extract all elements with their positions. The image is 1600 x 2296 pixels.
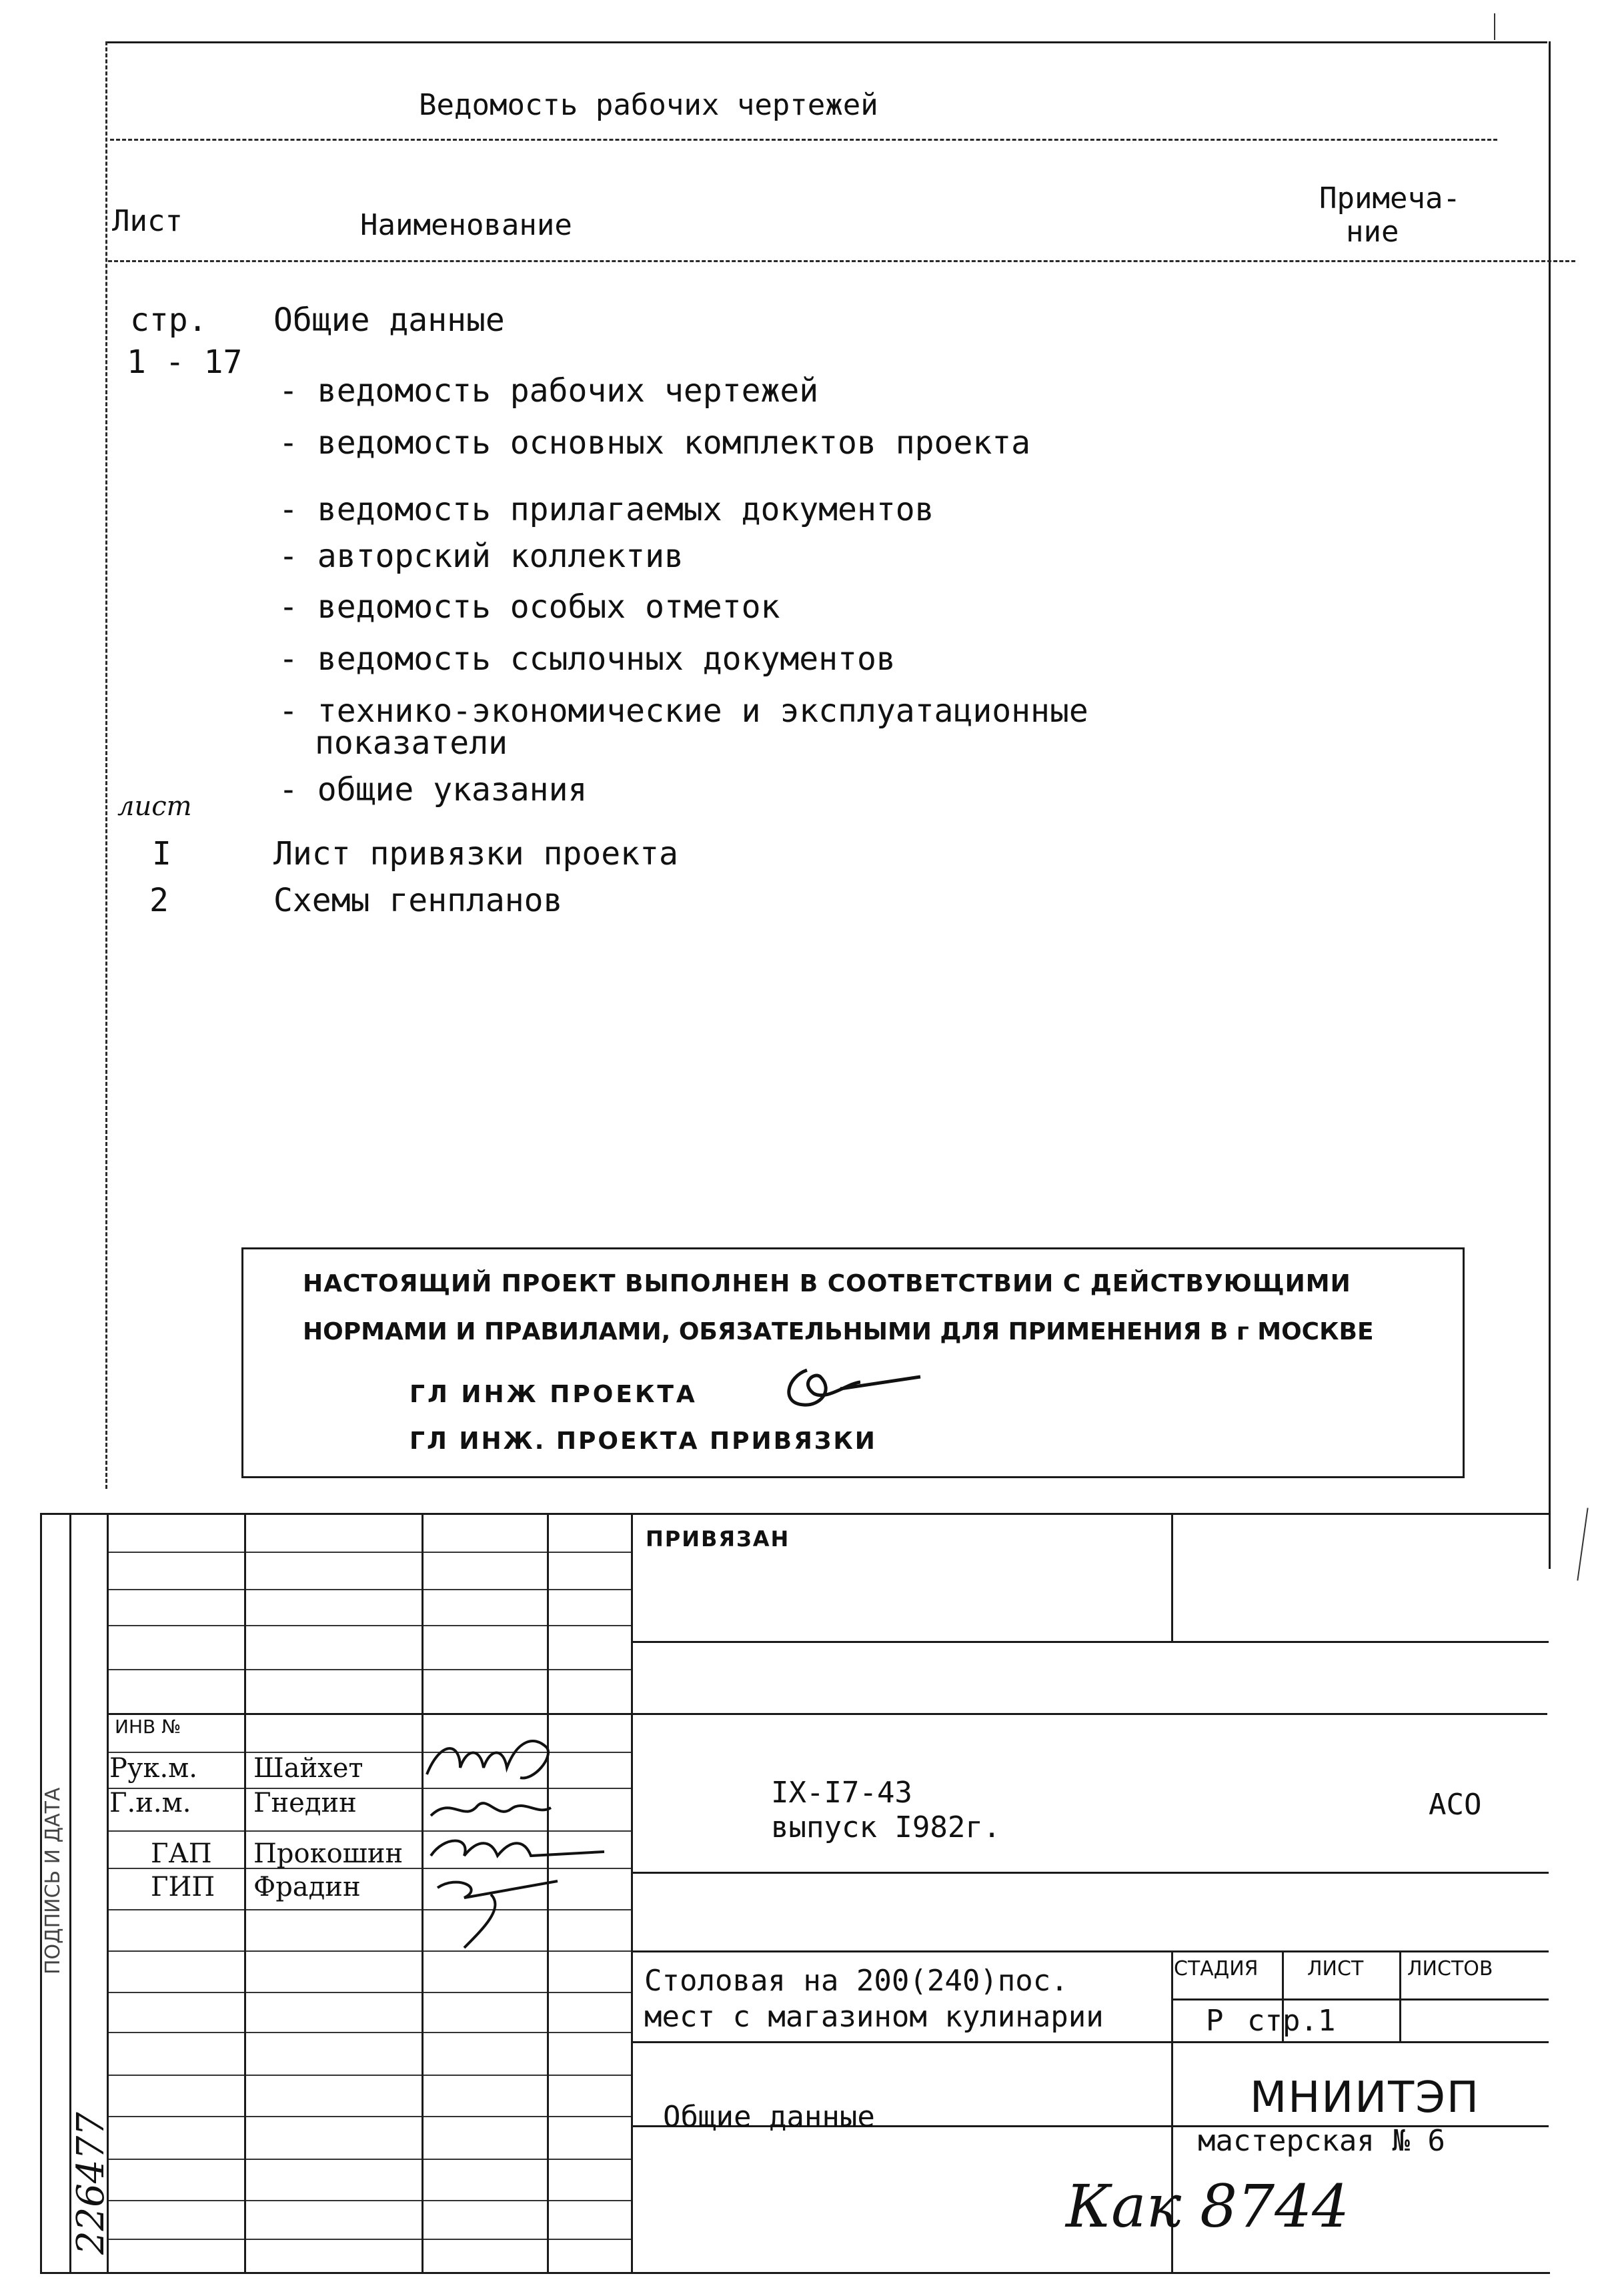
title-divider	[110, 139, 1497, 141]
item-list-main-sets: - ведомость основных комплектов проекта	[279, 424, 1031, 462]
name-2: Гнедин	[253, 1788, 357, 1818]
item-special-marks: - ведомость особых отметок	[279, 588, 780, 626]
sheet-value: стр.1	[1247, 2004, 1336, 2038]
item-sheet-2-num: 2	[149, 882, 169, 919]
col-header-note-line1: Примеча-	[1319, 181, 1461, 215]
item-sheet-range: 1 - 17	[127, 344, 243, 381]
tb-line-b	[107, 1713, 1547, 1715]
tb-line-e	[632, 2041, 1549, 2043]
item-sheet-label: лист	[117, 791, 192, 822]
scan-mark-right	[1577, 1508, 1588, 1580]
grid-row-15	[107, 2159, 632, 2160]
signature-prokoshin	[424, 1829, 611, 1869]
col-header-sheet: Лист	[112, 204, 183, 238]
stage-value: Р	[1206, 2004, 1224, 2038]
item-binding-sheet: Лист привязки проекта	[273, 835, 678, 873]
grid-row-16	[107, 2200, 632, 2201]
col-header-name: Наименование	[360, 208, 572, 242]
organization-name: МНИИТЭП	[1250, 2073, 1480, 2123]
statement-title: Ведомость рабочих чертежей	[419, 88, 878, 122]
tb-line-c	[632, 1872, 1549, 1874]
tb-top-line	[40, 1513, 1550, 1515]
frame-left-line	[105, 41, 107, 1489]
workshop-name: мастерская № 6	[1198, 2124, 1445, 2158]
tb-col-privyazan-right	[1171, 1513, 1173, 1641]
tb-col-5	[631, 1513, 633, 2273]
tb-bottom-line	[40, 2272, 1550, 2274]
grid-row-17	[107, 2239, 632, 2240]
item-tech-econ: - технико-экономические и эксплуатационные	[279, 692, 1088, 730]
privyazan-label: ПРИВЯЗАН	[646, 1526, 790, 1552]
sheets-label: ЛИСТОВ	[1407, 1957, 1493, 1980]
role-2: Г.и.м.	[109, 1788, 191, 1818]
item-reference-docs: - ведомость ссылочных документов	[279, 640, 896, 678]
tb-line-d	[632, 1950, 1549, 1952]
grid-row-11	[107, 1992, 632, 1993]
frame-right-line	[1549, 41, 1551, 1569]
project-issue: выпуск I982г.	[771, 1810, 1001, 1844]
project-mark: АСО	[1429, 1788, 1482, 1822]
object-line2: мест с магазином кулинарии	[644, 2000, 1104, 2034]
item-sheet-1-num: I	[152, 835, 171, 873]
grid-row-1	[107, 1552, 632, 1553]
signature-shaikhet	[420, 1728, 567, 1788]
item-general-instructions: - общие указания	[279, 771, 588, 808]
item-list-drawings: - ведомость рабочих чертежей	[279, 372, 819, 410]
margin-inv-number: 226477	[69, 2112, 113, 2255]
document-name: Общие данные	[663, 2100, 875, 2134]
project-code: IX-I7-43	[771, 1776, 912, 1810]
grid-row-3	[107, 1625, 632, 1626]
item-authors: - авторский коллектив	[279, 538, 684, 575]
grid-row-14	[107, 2116, 632, 2117]
name-1: Шайхет	[253, 1753, 363, 1784]
object-line1: Столовая на 200(240)пос.	[644, 1964, 1068, 1998]
item-tech-econ-cont: показатели	[315, 724, 508, 762]
stamp-line1: НАСТОЯЩИЙ ПРОЕКТ ВЫПОЛНЕН В СООТВЕТСТВИИ С ДЕЙСТВУЮЩИМИ	[303, 1270, 1351, 1297]
header-divider	[108, 260, 1575, 262]
signature-fradin	[424, 1868, 598, 1954]
tb-col-sheet-right	[1399, 1950, 1401, 2043]
grid-row-13	[107, 2075, 632, 2076]
handwritten-note: Как 8744	[1066, 2172, 1350, 2241]
stamp-line3: ГЛ ИНЖ ПРОЕКТА	[410, 1381, 698, 1408]
tb-line-f	[1171, 1998, 1549, 2000]
role-1: Рук.м.	[109, 1753, 197, 1784]
stage-label: СТАДИЯ	[1174, 1957, 1259, 1980]
grid-row-12	[107, 2032, 632, 2033]
corner-tick	[1494, 13, 1495, 40]
grid-row-2	[107, 1589, 632, 1590]
tb-col-2	[244, 1513, 246, 2273]
item-list-attached-docs: - ведомость прилагаемых документов	[279, 491, 934, 528]
stamp-line4: ГЛ ИНЖ. ПРОЕКТА ПРИВЯЗКИ	[410, 1427, 877, 1455]
col-header-note-line2: ние	[1346, 215, 1399, 249]
sheet-label: ЛИСТ	[1307, 1957, 1364, 1980]
name-3: Прокошин	[253, 1838, 404, 1869]
margin-vertical-label: ПОДПИСЬ И ДАТА	[41, 1787, 65, 1974]
stamp-line2: НОРМАМИ И ПРАВИЛАМИ, ОБЯЗАТЕЛЬНЫМИ ДЛЯ ПРИМЕНЕНИЯ В г МОСКВЕ	[303, 1318, 1374, 1345]
role-4: ГИП	[151, 1872, 215, 1902]
tb-col-3	[422, 1513, 424, 2273]
item-site-plans: Схемы генпланов	[273, 882, 563, 919]
signature-gnedin	[424, 1789, 558, 1829]
tb-line-a	[632, 1641, 1549, 1643]
role-3: ГАП	[151, 1838, 212, 1869]
name-4: Фрадин	[253, 1872, 361, 1902]
item-sheet-str: стр.	[130, 302, 207, 339]
inv-no-label: ИНВ №	[115, 1716, 181, 1738]
frame-top-line	[107, 41, 1547, 43]
item-general-data: Общие данные	[273, 302, 505, 339]
grid-row-4	[107, 1669, 632, 1670]
chief-engineer-signature	[774, 1357, 934, 1417]
